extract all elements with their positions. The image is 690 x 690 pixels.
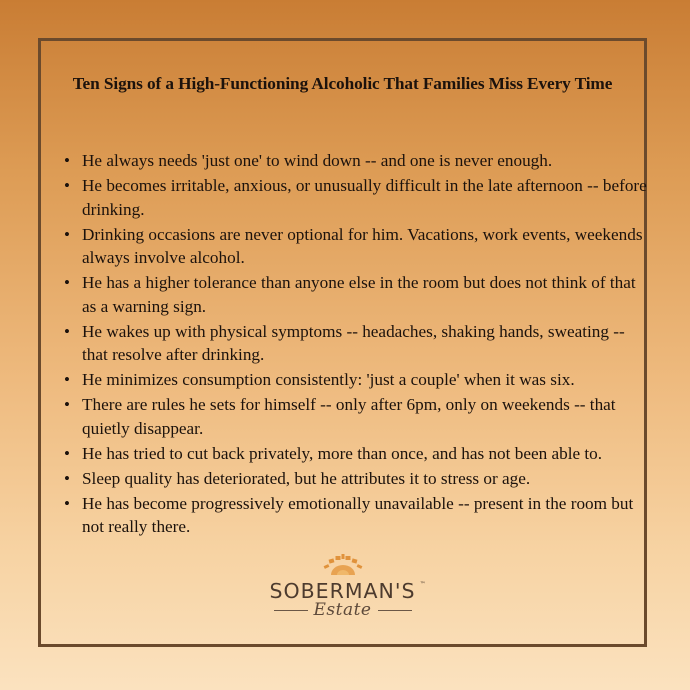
brand-text: SOBERMAN'S: [269, 579, 416, 603]
list-item-text: There are rules he sets for himself -- only after 6pm, only on weekends -- that quietly disappear.: [82, 395, 616, 438]
bullet: •: [64, 176, 70, 195]
bullet: •: [64, 443, 70, 463]
page-title: Ten Signs of a High-Functioning Alcoholic That Families Miss Every Time: [72, 74, 613, 93]
signs-list: [62, 149, 647, 540]
bullet: •: [64, 370, 70, 389]
list-item-text: He wakes up with physical symptoms -- headaches, shaking hands, sweating -- that resolve after drinking.: [82, 321, 625, 364]
bullet: •: [64, 273, 70, 292]
list-item: [62, 467, 647, 491]
bullet: •: [64, 395, 70, 414]
list-item: [62, 271, 647, 318]
trademark-mark: ™: [419, 581, 426, 588]
list-item: [62, 492, 647, 539]
list-item-text: Sleep quality has deteriorated, but he attributes it to stress or age.: [82, 468, 531, 488]
bullet: •: [64, 224, 70, 244]
list-item-text: He becomes irritable, anxious, or unusually difficult in the late afternoon -- before drinking.: [82, 176, 647, 219]
list-item-text: He has tried to cut back privately, more than once, and has not been able to.: [82, 443, 603, 463]
bullet: •: [64, 493, 70, 513]
list-item: [62, 368, 647, 392]
list-item: [62, 149, 647, 173]
list-item: [62, 174, 647, 221]
list-item: [62, 393, 647, 440]
brand-subtitle: Estate: [313, 600, 372, 620]
list-item-text: He has a higher tolerance than anyone else in the room but does not think of that as a warning sign.: [82, 273, 636, 316]
brand-subtitle-row: [41, 600, 644, 620]
divider: [274, 610, 308, 611]
sunburst-logo-icon: [321, 551, 365, 577]
bullet: •: [64, 321, 70, 341]
list-item: [62, 320, 647, 367]
content-frame: [38, 38, 647, 647]
list-item: [62, 442, 647, 466]
bullet: •: [64, 468, 70, 488]
list-item-text: He minimizes consumption consistently: 'just a couple' when it was six.: [82, 370, 575, 389]
list-item-text: He always needs 'just one' to wind down -- and one is never enough.: [82, 151, 553, 170]
divider: [378, 610, 412, 611]
brand-logo: [41, 551, 644, 620]
list-item-text: He has become progressively emotionally unavailable -- present in the room but not really there.: [82, 493, 634, 536]
brand-name: [269, 579, 426, 603]
bullet: •: [64, 151, 70, 170]
list-item-text: Drinking occasions are never optional for him. Vacations, work events, weekends always involve alcohol.: [82, 224, 643, 267]
list-item: [62, 223, 647, 270]
